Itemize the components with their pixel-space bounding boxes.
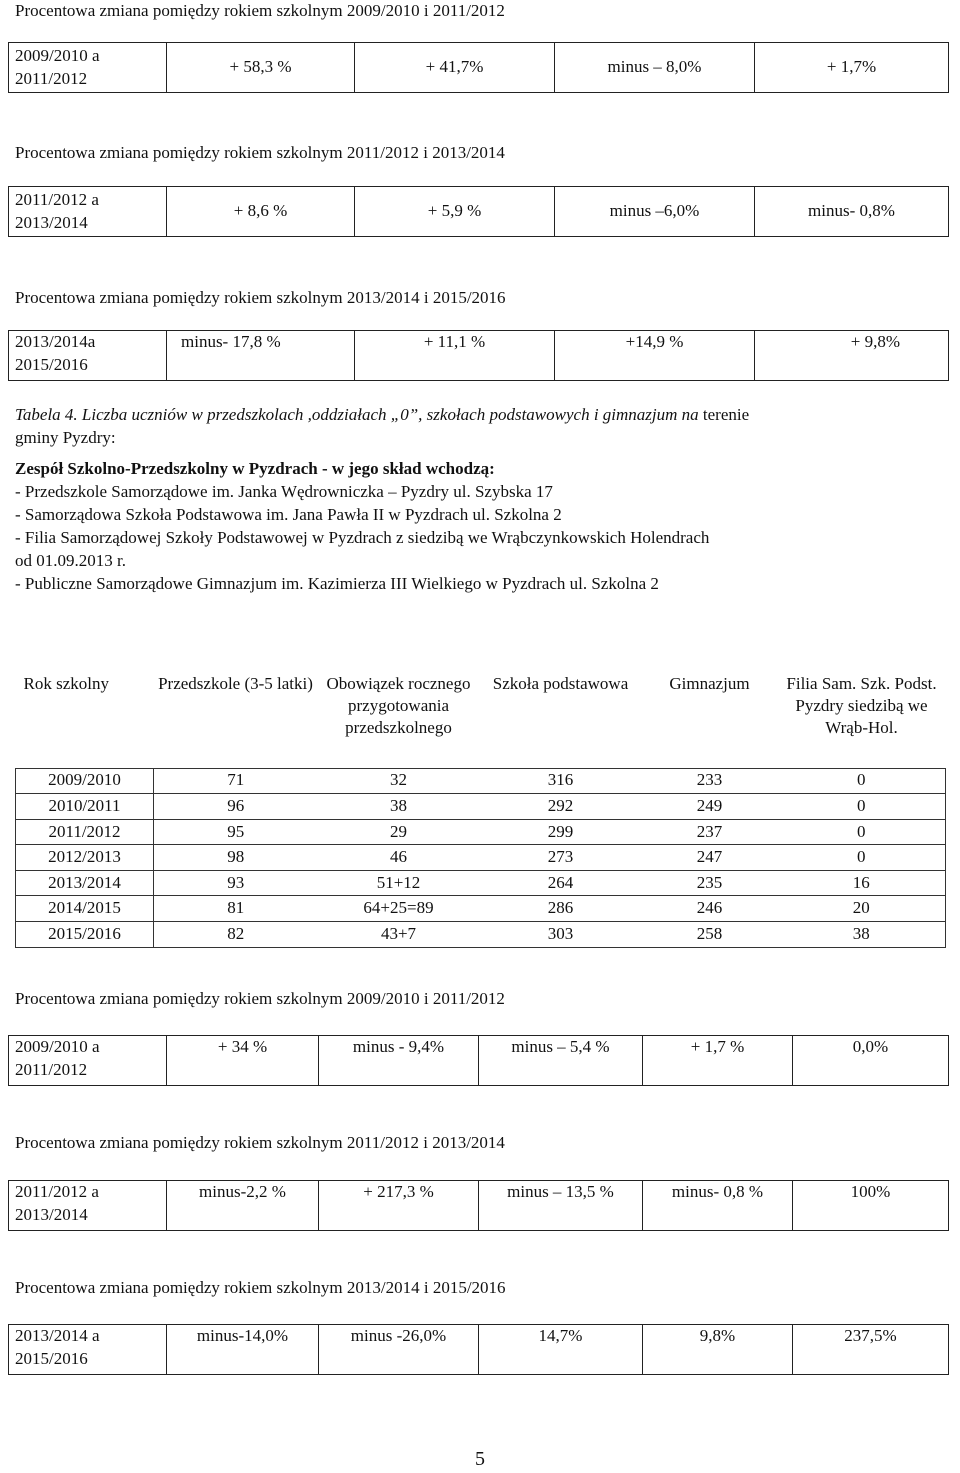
tabela-intro-text: Liczba uczniów w przedszkolach ,oddziałach „0”, szkołach podstawowych i gimnazjum na [81, 405, 699, 424]
col-header: Obowiązek rocznego przygotowania przedszkolnego [326, 674, 471, 738]
value-cell: + 217,3 % [319, 1181, 479, 1231]
school-line: - Publiczne Samorządowe Gimnazjum im. Kazimierza III Wielkiego w Pyzdrach ul. Szkolna 2 [15, 573, 659, 593]
value-cell: 246 [642, 896, 778, 922]
value-cell: 95 [154, 819, 318, 845]
value-cell: + 41,7% [355, 43, 555, 93]
value-cell: minus- 17,8 % [167, 331, 355, 381]
value-cell: + 11,1 % [355, 331, 555, 381]
percent-change-table [8, 186, 949, 237]
percent-change-table [8, 1180, 949, 1231]
value-cell: + 5,9 % [355, 187, 555, 237]
value-cell: + 8,6 % [167, 187, 355, 237]
value-cell: 46 [318, 845, 480, 871]
percent-change-table [8, 42, 949, 93]
col-header: Rok szkolny [23, 674, 109, 693]
value-cell: + 34 % [167, 1036, 319, 1086]
pupils-table [15, 673, 946, 948]
table-row [16, 819, 946, 845]
section-caption: Procentowa zmiana pomiędzy rokiem szkolnym 2009/2010 i 2011/2012 [15, 1, 505, 20]
value-cell: 98 [154, 845, 318, 871]
col-header: Filia Sam. Szk. Podst. Pyzdry siedzibą we Wrąb-Hol. [786, 674, 937, 738]
value-cell: minus – 13,5 % [479, 1181, 643, 1231]
value-cell: 51+12 [318, 870, 480, 896]
value-cell: 286 [480, 896, 642, 922]
row-label: 2009/2010 a 2011/2012 [9, 43, 167, 93]
school-line: - Samorządowa Szkoła Podstawowa im. Jana Pawła II w Pyzdrach ul. Szkolna 2 [15, 504, 562, 524]
table-row [16, 768, 946, 794]
value-cell: 38 [318, 794, 480, 820]
col-header: Przedszkole (3-5 latki) [158, 674, 313, 693]
value-cell: minus –6,0% [555, 187, 755, 237]
row-label: 2011/2012 a 2013/2014 [9, 187, 167, 237]
value-cell: 64+25=89 [318, 896, 480, 922]
value-cell: 264 [480, 870, 642, 896]
value-cell: 299 [480, 819, 642, 845]
value-cell: 96 [154, 794, 318, 820]
col-header: Szkoła podstawowa [492, 674, 629, 693]
tabela-label: Tabela 4. [15, 405, 78, 424]
year-cell: 2015/2016 [16, 922, 154, 948]
col-header: Gimnazjum [669, 674, 750, 693]
value-cell: 16 [778, 870, 946, 896]
row-label: 2013/2014a 2015/2016 [9, 331, 167, 381]
year-cell: 2014/2015 [16, 896, 154, 922]
value-cell: minus - 9,4% [319, 1036, 479, 1086]
value-cell: 29 [318, 819, 480, 845]
value-cell: 249 [642, 794, 778, 820]
value-cell: 0 [778, 819, 946, 845]
value-cell: 38 [778, 922, 946, 948]
value-cell: 235 [642, 870, 778, 896]
table-row [16, 794, 946, 820]
value-cell: 82 [154, 922, 318, 948]
value-cell: + 58,3 % [167, 43, 355, 93]
value-cell: 233 [642, 768, 778, 794]
value-cell: 14,7% [479, 1325, 643, 1375]
value-cell: 0,0% [793, 1036, 949, 1086]
year-cell: 2012/2013 [16, 845, 154, 871]
value-cell: 273 [480, 845, 642, 871]
table-row [16, 870, 946, 896]
school-line: - Filia Samorządowej Szkoły Podstawowej w Pyzdrach z siedzibą we Wrąbczynkowskich Holendrach [15, 527, 710, 547]
section-caption: Procentowa zmiana pomiędzy rokiem szkolnym 2011/2012 i 2013/2014 [15, 143, 505, 162]
value-cell: 258 [642, 922, 778, 948]
value-cell: 43+7 [318, 922, 480, 948]
year-cell: 2013/2014 [16, 870, 154, 896]
value-cell: 237 [642, 819, 778, 845]
section-caption: Procentowa zmiana pomiędzy rokiem szkolnym 2013/2014 i 2015/2016 [15, 1278, 506, 1297]
value-cell: minus-2,2 % [167, 1181, 319, 1231]
value-cell: 9,8% [643, 1325, 793, 1375]
value-cell: 0 [778, 768, 946, 794]
table-row [16, 845, 946, 871]
value-cell: 0 [778, 845, 946, 871]
school-line: - Przedszkole Samorządowe im. Janka Wędrowniczka – Pyzdry ul. Szybska 17 [15, 481, 553, 501]
year-cell: 2011/2012 [16, 819, 154, 845]
value-cell: + 9,8% [755, 331, 949, 381]
table-row [16, 896, 946, 922]
year-cell: 2009/2010 [16, 768, 154, 794]
value-cell: 316 [480, 768, 642, 794]
row-label: 2013/2014 a 2015/2016 [9, 1325, 167, 1375]
tabela-description [15, 404, 945, 596]
school-line: od 01.09.2013 r. [15, 550, 126, 570]
section-caption: Procentowa zmiana pomiędzy rokiem szkolnym 2011/2012 i 2013/2014 [15, 1133, 505, 1152]
row-label: 2011/2012 a 2013/2014 [9, 1181, 167, 1231]
value-cell: + 1,7% [755, 43, 949, 93]
value-cell: +14,9 % [555, 331, 755, 381]
value-cell: 292 [480, 794, 642, 820]
value-cell: minus -26,0% [319, 1325, 479, 1375]
value-cell: 247 [642, 845, 778, 871]
row-label: 2009/2010 a 2011/2012 [9, 1036, 167, 1086]
zespol-heading: Zespół Szkolno-Przedszkolny w Pyzdrach - w jego skład wchodzą: [15, 458, 495, 478]
tabela-gmina: gminy Pyzdry: [15, 427, 116, 447]
section-caption: Procentowa zmiana pomiędzy rokiem szkolnym 2013/2014 i 2015/2016 [15, 288, 506, 307]
value-cell: 81 [154, 896, 318, 922]
value-cell: minus-14,0% [167, 1325, 319, 1375]
section-caption: Procentowa zmiana pomiędzy rokiem szkolnym 2009/2010 i 2011/2012 [15, 989, 505, 1008]
value-cell: 237,5% [793, 1325, 949, 1375]
tabela-intro [15, 404, 945, 427]
page-number: 5 [475, 1448, 485, 1470]
value-cell: minus – 5,4 % [479, 1036, 643, 1086]
value-cell: minus – 8,0% [555, 43, 755, 93]
value-cell: minus- 0,8% [755, 187, 949, 237]
year-cell: 2010/2011 [16, 794, 154, 820]
tabela-intro-tail: terenie [702, 405, 750, 424]
value-cell: + 1,7 % [643, 1036, 793, 1086]
value-cell: 93 [154, 870, 318, 896]
value-cell: minus- 0,8 % [643, 1181, 793, 1231]
percent-change-table [8, 330, 949, 381]
table-row [16, 922, 946, 948]
percent-change-table [8, 1035, 949, 1086]
value-cell: 71 [154, 768, 318, 794]
value-cell: 303 [480, 922, 642, 948]
value-cell: 20 [778, 896, 946, 922]
value-cell: 100% [793, 1181, 949, 1231]
value-cell: 0 [778, 794, 946, 820]
percent-change-table [8, 1324, 949, 1375]
value-cell: 32 [318, 768, 480, 794]
